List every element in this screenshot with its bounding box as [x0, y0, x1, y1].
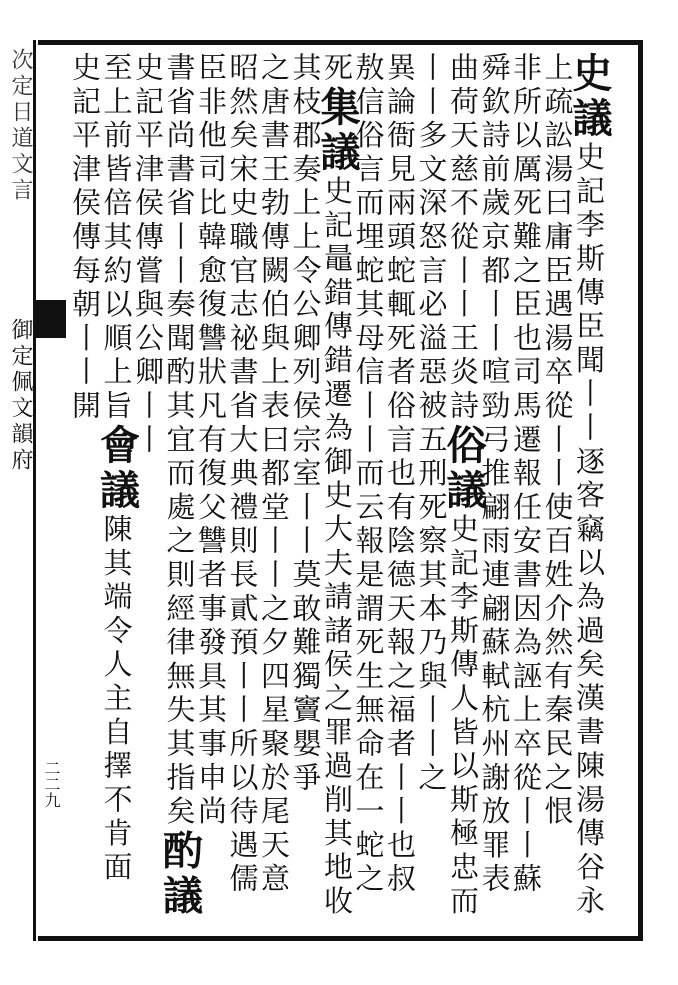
entry-heading-char: 議: [440, 468, 487, 514]
text-column: [566, 52, 613, 920]
text-segment: 之唐書王勃傳闕伯與上表曰都堂丨丨之夕四星聚於尾天意: [257, 52, 291, 897]
right-frame-rule: [638, 40, 643, 941]
bottom-frame-rule: [38, 936, 642, 941]
text-column: [289, 52, 322, 796]
text-segment: 史記鼂錯傳錯遷為御史大夫請諸侯之罪過削其地收: [320, 175, 354, 920]
text-segment: 史記李斯傳臣聞丨丨逐客竊以為過矣漢書陳湯傳谷永: [572, 141, 606, 920]
margin-book-title: 御定佩文韻府: [8, 318, 33, 474]
entry-heading-char: 會: [93, 423, 141, 469]
margin-header-text: 次定日道文言: [8, 48, 33, 204]
text-segment: 臣非他司比韓愈復讐狀凡有復父讐者事發具其事申尚: [194, 52, 228, 830]
text-column: [440, 52, 487, 920]
text-segment: 史記平津侯傳每朝丨丨開: [68, 52, 102, 424]
text-column: [131, 52, 164, 458]
text-segment: 上疏訟湯曰庸臣遇湯卒從丨丨使百姓介然有秦民之恨: [540, 52, 575, 830]
fishtail-block-mark: [36, 300, 66, 338]
entry-heading-char: 議: [566, 96, 613, 142]
text-segment: 至上前皆倍其約以順上旨: [99, 52, 134, 424]
text-column: [226, 52, 259, 897]
text-segment: 死: [320, 52, 354, 86]
text-column: [415, 52, 448, 796]
text-column: [314, 52, 361, 920]
text-segment: 史記李斯傳人皆以斯極忠而: [446, 513, 480, 920]
text-column: [257, 52, 290, 897]
text-segment: 敖信俗言而埋蛇其母信丨丨而云報是謂死生無命在一蛇之: [351, 52, 386, 897]
text-segment: 陳其端令人主自擇不肯面: [99, 513, 134, 886]
text-segment: 書省尚書省丨丨奏聞酌其宜而處之則經律無失其指矣: [162, 52, 197, 830]
text-segment: 史記平津侯傳嘗與公卿丨丨: [131, 52, 165, 458]
text-segment: 昭然矣宋史職官志祕書省大典禮則長貳預丨丨所以待遇儒: [225, 52, 260, 897]
page-number: 二二九: [42, 760, 61, 808]
text-column: [93, 52, 141, 886]
top-frame-rule: [38, 40, 642, 45]
text-column: [509, 52, 542, 897]
text-column: [156, 52, 204, 920]
text-segment: 非所以厲死難之臣也司馬遷報任安書因為誣上卒從丨丨蘇: [509, 52, 543, 897]
text-column: [383, 52, 416, 897]
entry-heading-char: 俗: [440, 423, 487, 469]
text-segment: 其枝郡奏上上令公卿列侯宗室丨丨莫敢難獨竇嬰爭: [288, 52, 323, 796]
entry-heading-char: 議: [314, 130, 361, 176]
text-column: [68, 52, 101, 424]
entry-heading-char: 議: [156, 874, 204, 920]
text-segment: 異論衙見兩頭蛇輒死者俗言也有陰德天報之福者丨丨也叔: [383, 52, 417, 897]
text-segment: 被五刑死察其本乃與丨丨之: [414, 390, 449, 796]
text-segment: 舜欽詩前歲京都丨丨喧勁弓推翩雨連翩蘇軾杭州謝放罪表: [477, 52, 512, 897]
left-frame-rule: [33, 40, 36, 941]
text-column: [352, 52, 385, 897]
text-segment: 丨丨多文深怒言必溢惡: [414, 52, 449, 390]
text-column: [541, 52, 574, 829]
text-column: [194, 52, 227, 829]
entry-heading-char: 議: [93, 468, 141, 514]
entry-heading-char: 集: [314, 85, 361, 131]
entry-heading-char: 史: [566, 52, 613, 97]
text-segment: 曲荷天慈不從丨丨王炎詩: [446, 52, 480, 424]
entry-heading-char: 酌: [156, 829, 204, 875]
